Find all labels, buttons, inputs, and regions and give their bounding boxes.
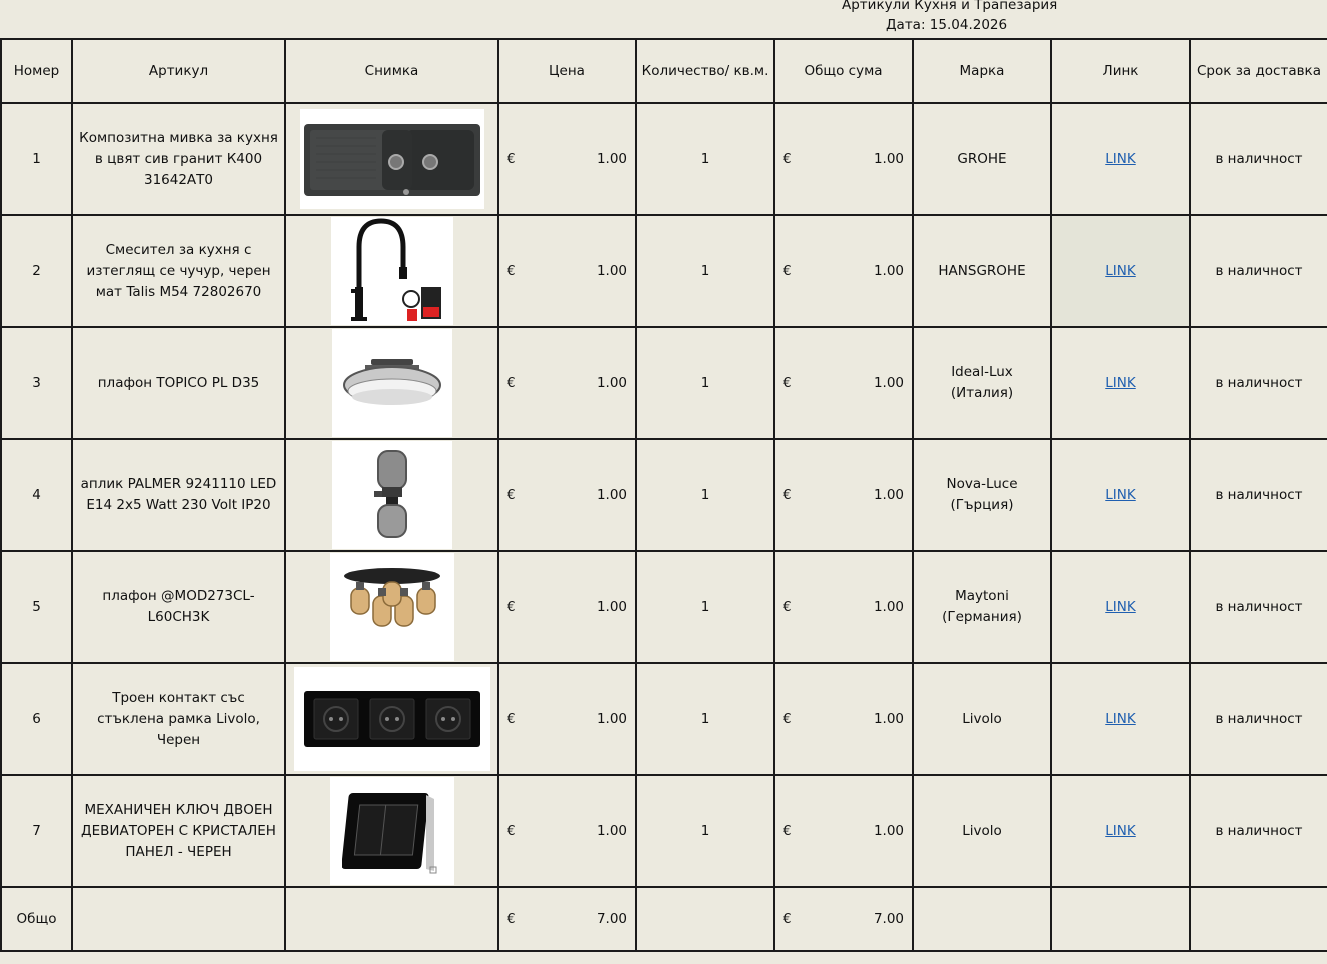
totals-price: € 7.00 <box>498 887 636 951</box>
totals-empty-quantity <box>636 887 774 951</box>
row-article: МЕХАНИЧЕН КЛЮЧ ДВОЕН ДЕВИАТОРЕН С КРИСТАЛЕН ПАНЕЛ - ЧЕРЕН <box>72 775 285 887</box>
row-total: € 1.00 <box>774 775 913 887</box>
row-quantity: 1 <box>636 551 774 663</box>
totals-label: Общо <box>1 887 72 951</box>
row-delivery: в наличност <box>1190 103 1327 215</box>
product-link[interactable]: LINK <box>1105 374 1136 391</box>
row-photo <box>285 775 498 887</box>
row-total: € 1.00 <box>774 327 913 439</box>
table-row <box>1 103 1327 215</box>
row-article: Смесител за кухня с изтеглящ се чучур, черен мат Talis M54 72802670 <box>72 215 285 327</box>
items-table <box>0 38 1327 952</box>
product-link[interactable]: LINK <box>1105 598 1136 615</box>
table-row <box>1 663 1327 775</box>
row-link-cell <box>1051 215 1190 327</box>
row-price: € 1.00 <box>498 663 636 775</box>
col-header-number: Номер <box>1 39 72 103</box>
row-delivery: в наличност <box>1190 663 1327 775</box>
totals-empty-brand <box>913 887 1051 951</box>
row-quantity: 1 <box>636 663 774 775</box>
row-quantity: 1 <box>636 327 774 439</box>
col-header-brand: Марка <box>913 39 1051 103</box>
socket-icon <box>294 667 490 771</box>
row-price: € 1.00 <box>498 215 636 327</box>
row-article: Композитна мивка за кухня в цвят сив гранит К400 31642АТ0 <box>72 103 285 215</box>
row-number: 2 <box>1 215 72 327</box>
row-quantity: 1 <box>636 215 774 327</box>
row-article: Троен контакт със стъклена рамка Livolo, Черен <box>72 663 285 775</box>
row-brand: Nova-Luce (Гърция) <box>913 439 1051 551</box>
row-article: плафон @MOD273CL-L60CH3K <box>72 551 285 663</box>
row-price: € 1.00 <box>498 439 636 551</box>
col-header-link: Линк <box>1051 39 1190 103</box>
faucet-icon <box>331 217 453 325</box>
product-link[interactable]: LINK <box>1105 710 1136 727</box>
chandelier-icon <box>330 553 454 661</box>
header-row <box>1 39 1327 103</box>
row-link-cell <box>1051 775 1190 887</box>
totals-empty-photo <box>285 887 498 951</box>
row-delivery: в наличност <box>1190 215 1327 327</box>
row-article: плафон TOPICO PL D35 <box>72 327 285 439</box>
row-quantity: 1 <box>636 439 774 551</box>
totals-sum: € 7.00 <box>774 887 913 951</box>
row-link-cell <box>1051 663 1190 775</box>
row-brand: GROHE <box>913 103 1051 215</box>
row-brand: Livolo <box>913 775 1051 887</box>
row-delivery: в наличност <box>1190 551 1327 663</box>
row-link-cell <box>1051 103 1190 215</box>
table-row <box>1 439 1327 551</box>
row-number: 6 <box>1 663 72 775</box>
row-number: 7 <box>1 775 72 887</box>
row-total: € 1.00 <box>774 103 913 215</box>
row-total: € 1.00 <box>774 215 913 327</box>
row-brand: Maytoni (Германия) <box>913 551 1051 663</box>
row-delivery: в наличност <box>1190 775 1327 887</box>
row-link-cell <box>1051 439 1190 551</box>
col-header-photo: Снимка <box>285 39 498 103</box>
sink-icon <box>300 109 484 209</box>
col-header-article: Артикул <box>72 39 285 103</box>
col-header-total: Общо сума <box>774 39 913 103</box>
totals-empty-article <box>72 887 285 951</box>
row-delivery: в наличност <box>1190 327 1327 439</box>
row-price: € 1.00 <box>498 775 636 887</box>
row-photo <box>285 439 498 551</box>
row-price: € 1.00 <box>498 327 636 439</box>
row-brand: Livolo <box>913 663 1051 775</box>
product-link[interactable]: LINK <box>1105 822 1136 839</box>
sheet-title: Артикули Кухня и Трапезария <box>842 0 1058 13</box>
switch-icon <box>330 777 454 885</box>
row-brand: HANSGROHE <box>913 215 1051 327</box>
row-brand: Ideal-Lux (Италия) <box>913 327 1051 439</box>
row-price: € 1.00 <box>498 551 636 663</box>
row-number: 4 <box>1 439 72 551</box>
row-number: 3 <box>1 327 72 439</box>
product-link[interactable]: LINK <box>1105 150 1136 167</box>
row-total: € 1.00 <box>774 551 913 663</box>
row-photo <box>285 215 498 327</box>
row-delivery: в наличност <box>1190 439 1327 551</box>
row-photo <box>285 103 498 215</box>
row-total: € 1.00 <box>774 439 913 551</box>
row-price: € 1.00 <box>498 103 636 215</box>
row-link-cell <box>1051 327 1190 439</box>
totals-empty-delivery <box>1190 887 1327 951</box>
table-row <box>1 215 1327 327</box>
sheet-date: Дата: 15.04.2026 <box>886 17 1008 33</box>
row-link-cell <box>1051 551 1190 663</box>
col-header-delivery: Срок за доставка <box>1190 39 1327 103</box>
row-photo <box>285 327 498 439</box>
product-link[interactable]: LINK <box>1105 486 1136 503</box>
row-number: 1 <box>1 103 72 215</box>
ceiling-lamp-icon <box>332 329 452 437</box>
table-row <box>1 551 1327 663</box>
row-total: € 1.00 <box>774 663 913 775</box>
totals-row <box>1 887 1327 951</box>
row-quantity: 1 <box>636 775 774 887</box>
row-number: 5 <box>1 551 72 663</box>
table-row <box>1 775 1327 887</box>
row-quantity: 1 <box>636 103 774 215</box>
col-header-quantity: Количество/ кв.м. <box>636 39 774 103</box>
totals-empty-link <box>1051 887 1190 951</box>
sheet-header <box>0 0 1327 38</box>
row-photo <box>285 551 498 663</box>
col-header-price: Цена <box>498 39 636 103</box>
row-article: аплик PALMER 9241110 LED E14 2x5 Watt 230 Volt IP20 <box>72 439 285 551</box>
wall-lamp-icon <box>332 441 452 549</box>
row-photo <box>285 663 498 775</box>
product-link[interactable]: LINK <box>1105 262 1136 279</box>
table-row <box>1 327 1327 439</box>
